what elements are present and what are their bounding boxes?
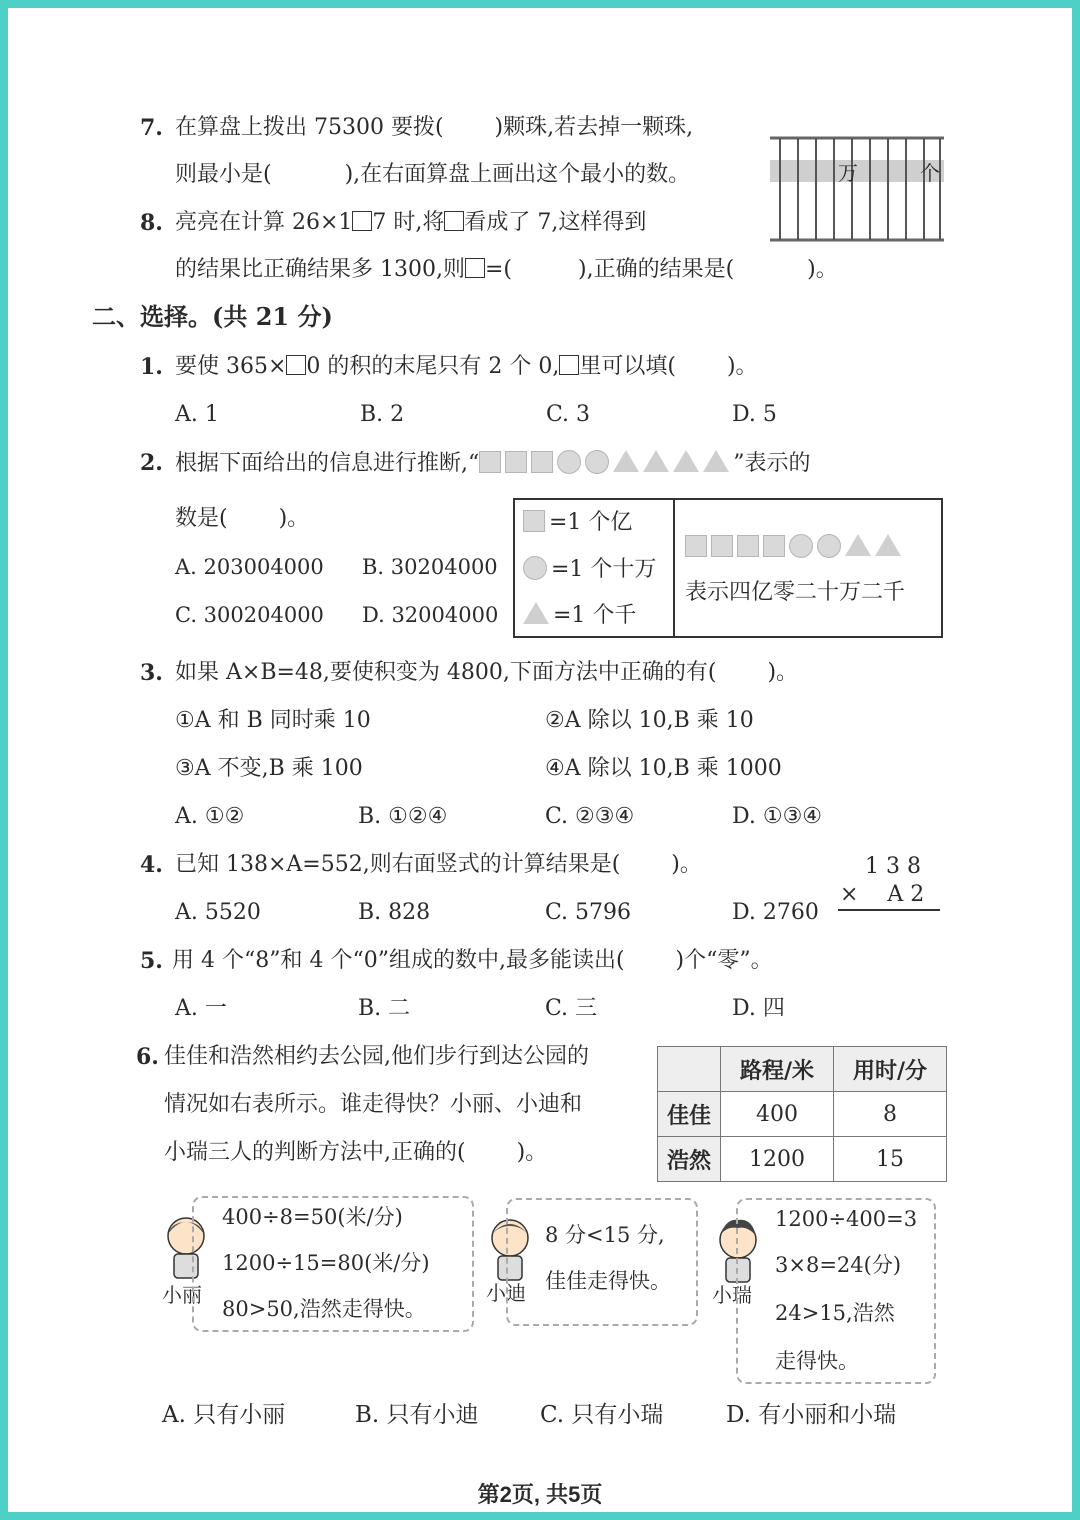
s4-number: 4. — [140, 852, 163, 878]
square-shape — [523, 510, 545, 532]
triangle-shape — [845, 534, 871, 556]
blank-box — [559, 355, 579, 375]
vertical-calc-line — [838, 909, 940, 911]
table-cell: 15 — [834, 1137, 947, 1182]
table-header-cell: 路程/米 — [721, 1047, 834, 1092]
s5-option-b[interactable]: B. 二 — [358, 996, 411, 1021]
abacus-wan-label: 万 — [838, 161, 858, 185]
q7-line2: 则最小是( ),在右面算盘上画出这个最小的数。 — [175, 162, 691, 187]
triangle-shape — [523, 602, 549, 624]
s3-method-3: ③A 不变,B 乘 100 — [175, 756, 363, 781]
xiaorui-name: 小瑞 — [712, 1283, 752, 1307]
abacus-ge-label: 个 — [920, 161, 940, 185]
abacus — [768, 132, 948, 247]
xiaodi-line2: 佳佳走得快。 — [545, 1269, 671, 1293]
square-shape — [479, 451, 501, 473]
blank-box — [465, 258, 485, 278]
table-header-cell: 用时/分 — [834, 1047, 947, 1092]
triangle-shape — [875, 534, 901, 556]
s6-option-a[interactable]: A. 只有小丽 — [162, 1402, 286, 1428]
s6-number: 6. — [136, 1044, 159, 1070]
s6-line1: 佳佳和浩然相约去公园,他们步行到达公园的 — [164, 1044, 589, 1069]
example-text: 表示四亿零二十万二千 — [685, 580, 906, 605]
s3-method-1: ①A 和 B 同时乘 10 — [175, 708, 371, 733]
table-cell: 浩然 — [658, 1137, 721, 1182]
xiaoli-name: 小丽 — [162, 1283, 202, 1307]
circle-shape — [585, 450, 609, 474]
table-cell: 8 — [834, 1092, 947, 1137]
s5-number: 5. — [140, 948, 163, 974]
s2-question-line2: 数是( )。 — [175, 506, 310, 531]
table-row — [658, 1092, 947, 1137]
s5-option-a[interactable]: A. 一 — [175, 996, 227, 1021]
s1-number: 1. — [140, 354, 163, 380]
xiaorui-line4: 走得快。 — [775, 1349, 859, 1373]
s1-text-b: 0 的积的末尾只有 2 个 0, — [306, 354, 560, 379]
s6-option-b[interactable]: B. 只有小迪 — [355, 1402, 479, 1428]
s1-option-c[interactable]: C. 3 — [546, 402, 591, 427]
square-shape — [763, 535, 785, 557]
xiaorui-line2: 3×8=24(分) — [775, 1253, 902, 1277]
s6-option-c[interactable]: C. 只有小瑞 — [540, 1402, 664, 1428]
example-shapes — [685, 534, 905, 561]
blank-box — [444, 211, 464, 231]
legend-circle — [523, 556, 656, 583]
legend-square-text: =1 个亿 — [549, 510, 633, 535]
legend-square — [523, 510, 632, 536]
s4-question: 已知 138×A=552,则右面竖式的计算结果是( )。 — [175, 852, 702, 877]
s2-question — [175, 450, 811, 477]
xiaorui-line1: 1200÷400=3 — [775, 1207, 918, 1231]
blank-box — [352, 211, 372, 231]
s2-option-a[interactable]: A. 203004000 — [175, 555, 324, 579]
table-row — [658, 1137, 947, 1182]
s4-option-b[interactable]: B. 828 — [358, 900, 431, 925]
legend-triangle-text: =1 个千 — [553, 603, 637, 628]
s4-option-c[interactable]: C. 5796 — [545, 900, 632, 925]
square-shape — [711, 535, 733, 557]
s2-option-d[interactable]: D. 32004000 — [362, 603, 499, 627]
q8-line1 — [175, 210, 646, 236]
s3-option-b[interactable]: B. ①②④ — [358, 804, 448, 829]
q8-text-d: 的结果比正确结果多 1300,则 — [175, 257, 465, 282]
s3-question: 如果 A×B=48,要使积变为 4800,下面方法中正确的有( )。 — [175, 660, 799, 685]
square-shape — [505, 451, 527, 473]
s6-line3: 小瑞三人的判断方法中,正确的( )。 — [164, 1140, 548, 1165]
xiaodi-speech-bubble — [506, 1198, 698, 1326]
square-shape — [531, 451, 553, 473]
s5-question: 用 4 个“8”和 4 个“0”组成的数中,最多能读出( )个“零”。 — [172, 948, 773, 973]
xiaoli-line1: 400÷8=50(米/分) — [222, 1205, 403, 1229]
s6-line2: 情况如右表所示。谁走得快？小丽、小迪和 — [164, 1092, 583, 1117]
s5-option-c[interactable]: C. 三 — [545, 996, 598, 1021]
xiaodi-name: 小迪 — [486, 1281, 526, 1305]
q8-line2 — [175, 257, 838, 283]
s6-option-d[interactable]: D. 有小丽和小瑞 — [726, 1402, 897, 1428]
circle-shape — [557, 450, 581, 474]
s3-number: 3. — [140, 660, 163, 686]
legend-circle-text: =1 个十万 — [551, 557, 657, 582]
s2-option-c[interactable]: C. 300204000 — [175, 603, 324, 627]
triangle-shape — [673, 450, 699, 472]
vertical-calc-top: 1 3 8 — [865, 854, 921, 879]
s2-text-b: ”表示的 — [733, 451, 811, 476]
xiaodi-line1: 8 分<15 分, — [545, 1223, 665, 1247]
s3-method-2: ②A 除以 10,B 乘 10 — [545, 708, 754, 733]
triangle-shape — [703, 450, 729, 472]
xiaoli-line2: 1200÷15=80(米/分) — [222, 1251, 430, 1275]
s2-option-b[interactable]: B. 30204000 — [362, 555, 498, 579]
table-header-cell — [658, 1047, 721, 1092]
q7-line1: 在算盘上拨出 75300 要拨( )颗珠,若去掉一颗珠, — [175, 115, 694, 140]
square-shape — [737, 535, 759, 557]
s3-option-c[interactable]: C. ②③④ — [545, 804, 635, 829]
s2-text-a: 根据下面给出的信息进行推断,“ — [175, 451, 480, 476]
vertical-calc-bottom: × A 2 — [840, 882, 925, 907]
s2-number: 2. — [140, 450, 163, 476]
s6-table — [657, 1046, 947, 1182]
s1-text-a: 要使 365× — [175, 354, 287, 379]
table-cell: 佳佳 — [658, 1092, 721, 1137]
q8-text-c: 看成了 7,这样得到 — [464, 210, 647, 235]
s1-option-a[interactable]: A. 1 — [175, 402, 219, 427]
triangle-shape — [613, 450, 639, 472]
legend-triangle — [523, 602, 636, 629]
table-header-row — [658, 1047, 947, 1092]
s1-question — [175, 354, 758, 380]
s3-option-a[interactable]: A. ①② — [175, 804, 245, 829]
s4-option-a[interactable]: A. 5520 — [175, 900, 261, 925]
blank-box — [286, 355, 306, 375]
triangle-shape — [643, 450, 669, 472]
xiaorui-line3: 24>15,浩然 — [775, 1301, 895, 1325]
page-footer: 第2页, 共5页 — [477, 1482, 603, 1507]
s3-method-4: ④A 除以 10,B 乘 1000 — [545, 756, 782, 781]
circle-shape — [817, 534, 841, 558]
section-title: 二、选择。(共 21 分) — [92, 302, 333, 331]
q8-number: 8. — [140, 210, 163, 236]
info-divider — [673, 500, 675, 636]
circle-shape — [523, 556, 547, 580]
s1-text-c: 里可以填( )。 — [579, 354, 758, 379]
s4-option-d[interactable]: D. 2760 — [732, 900, 819, 925]
s5-option-d[interactable]: D. 四 — [732, 996, 785, 1021]
s3-option-d[interactable]: D. ①③④ — [732, 804, 823, 829]
xiaoli-line3: 80>50,浩然走得快。 — [222, 1297, 426, 1321]
table-cell: 400 — [721, 1092, 834, 1137]
q7-number: 7. — [140, 115, 163, 141]
q8-text-b: 7 时,将 — [372, 210, 445, 235]
table-cell: 1200 — [721, 1137, 834, 1182]
circle-shape — [789, 534, 813, 558]
square-shape — [685, 535, 707, 557]
s2-info-box — [513, 498, 943, 638]
s1-option-b[interactable]: B. 2 — [360, 402, 405, 427]
q8-text-a: 亮亮在计算 26×1 — [175, 210, 353, 235]
q8-text-e: =( ),正确的结果是( )。 — [484, 257, 838, 282]
s1-option-d[interactable]: D. 5 — [732, 402, 777, 427]
